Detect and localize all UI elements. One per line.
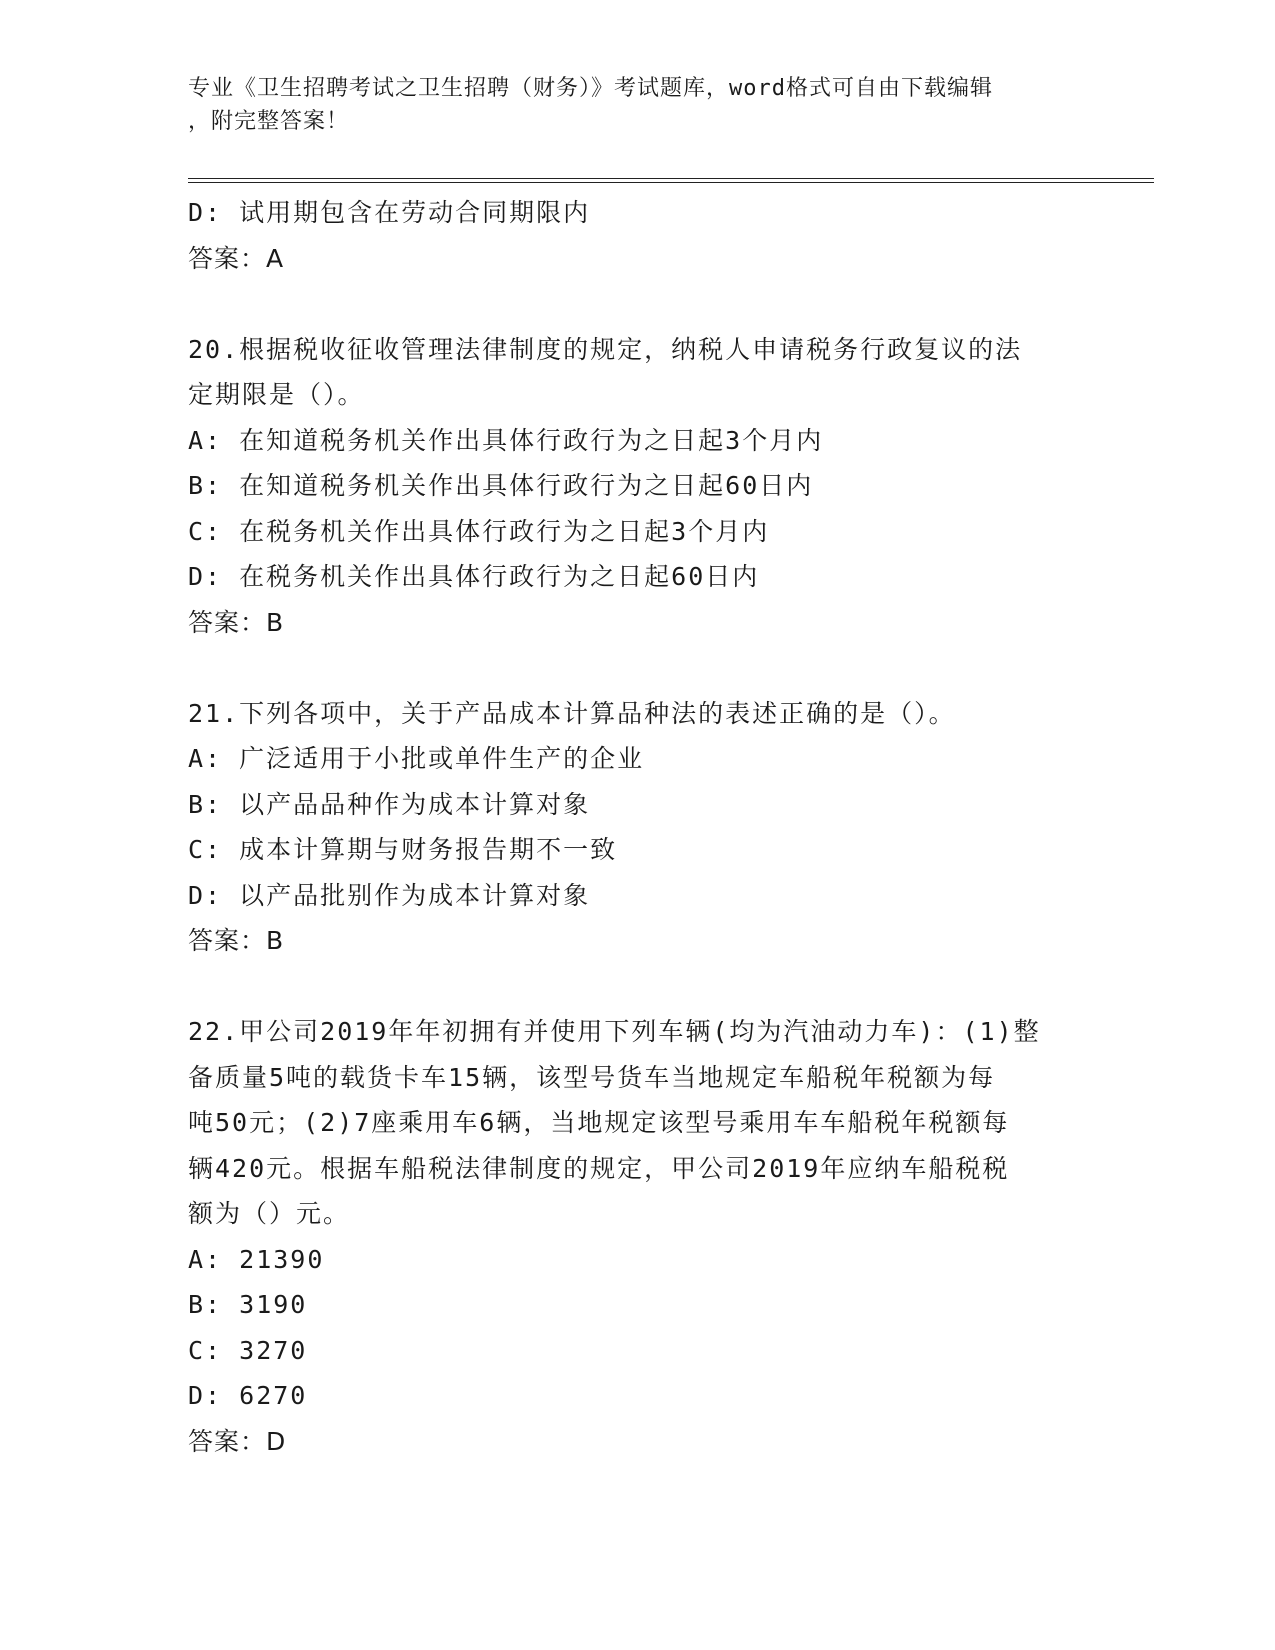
option-a: A: 在知道税务机关作出具体行政行为之日起3个月内	[188, 425, 824, 455]
question-stem: 20.根据税收征收管理法律制度的规定，纳税人申请税务行政复议的法	[188, 334, 1023, 364]
question-stem: 22.甲公司2019年年初拥有并使用下列车辆(均为汽油动力车)：(1)整	[188, 1017, 1041, 1046]
header-line-1: 专业《卫生招聘考试之卫生招聘（财务）》考试题库，word格式可自由下载编辑	[188, 76, 993, 101]
question-block-prev	[188, 190, 1088, 281]
answer-line: 答案：A	[188, 243, 285, 273]
option-d: D: 在税务机关作出具体行政行为之日起60日内	[188, 562, 760, 591]
option-a: A: 广泛适用于小批或单件生产的企业	[188, 744, 645, 773]
option-c: C: 成本计算期与财务报告期不一致	[188, 835, 618, 864]
option-d: D: 以产品批别作为成本计算对象	[188, 880, 591, 910]
question-stem: 额为（）元。	[188, 1199, 351, 1228]
question-stem: 辆420元。根据车船税法律制度的规定，甲公司2019年应纳车船税税	[188, 1153, 1010, 1183]
header-rule-top	[188, 178, 1154, 179]
spacer	[188, 964, 1088, 1010]
spacer	[188, 281, 1088, 327]
option-b: B: 3190	[188, 1290, 308, 1319]
question-stem: 21.下列各项中，关于产品成本计算品种法的表述正确的是（）。	[188, 698, 956, 728]
question-stem: 吨50元；(2)7座乘用车6辆，当地规定该型号乘用车车船税年税额每	[188, 1108, 1010, 1137]
question-list	[188, 190, 1088, 1464]
answer-line: 答案：B	[188, 607, 285, 637]
question-block-21	[188, 691, 1088, 964]
spacer	[188, 645, 1088, 691]
header-rule-bottom	[188, 182, 1154, 183]
option-b: B: 以产品品种作为成本计算对象	[188, 789, 591, 819]
option-c: C: 3270	[188, 1335, 308, 1365]
answer-line: 答案：B	[188, 926, 285, 955]
option-a: A: 21390	[188, 1244, 325, 1274]
option-d: D: 试用期包含在劳动合同期限内	[188, 198, 591, 227]
question-block-22	[188, 1009, 1088, 1464]
option-c: C: 在税务机关作出具体行政行为之日起3个月内	[188, 516, 770, 546]
header-note	[188, 72, 1068, 138]
option-b: B: 在知道税务机关作出具体行政行为之日起60日内	[188, 471, 814, 500]
question-stem: 定期限是（）。	[188, 380, 365, 409]
question-stem: 备质量5吨的载货卡车15辆，该型号货车当地规定车船税年税额为每	[188, 1062, 996, 1092]
answer-line: 答案：D	[188, 1426, 287, 1456]
header-line-2: ，附完整答案！	[188, 109, 350, 134]
question-block-20	[188, 327, 1088, 646]
option-d: D: 6270	[188, 1381, 308, 1410]
